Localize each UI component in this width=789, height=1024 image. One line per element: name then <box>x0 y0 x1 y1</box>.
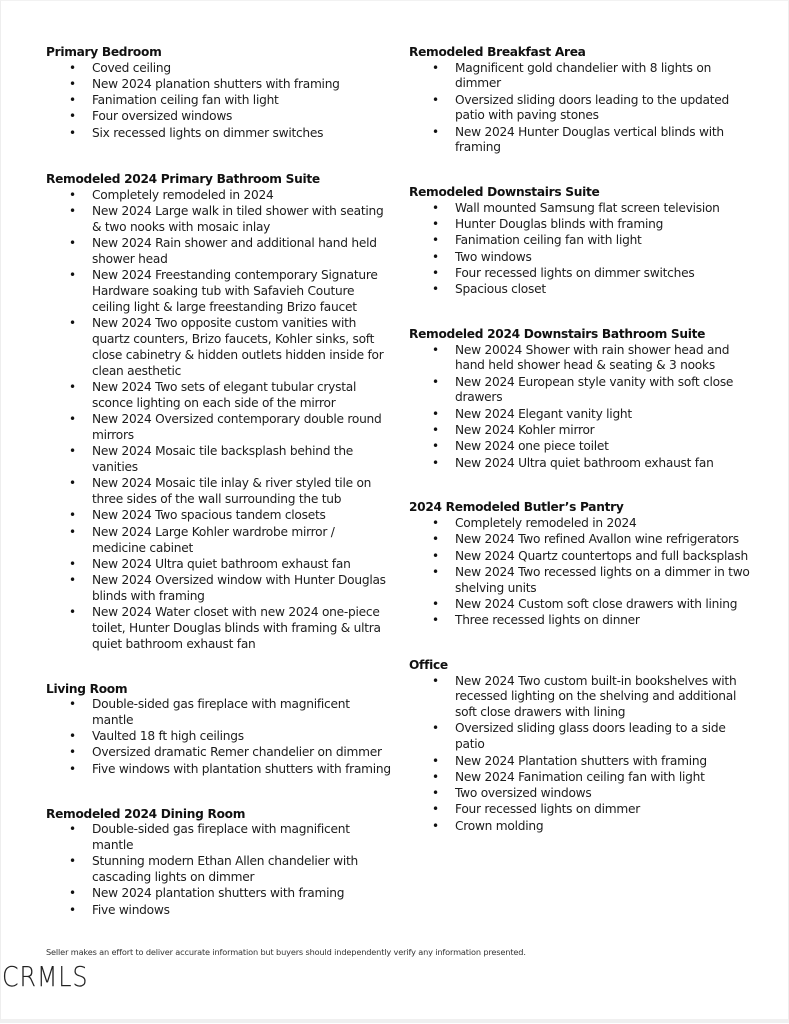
list-item-text: Spacious closet <box>455 282 546 297</box>
list-item-text: New 2024 Two recessed lights on a dimmer in two shelving units <box>455 564 750 595</box>
list-item-text: Four recessed lights on dimmer <box>455 802 641 817</box>
bullet-icon: • <box>69 476 76 491</box>
bullet-icon: • <box>69 187 76 202</box>
list-item-text: New 2024 plantation shutters with framing <box>92 886 345 901</box>
bullet-icon: • <box>432 721 439 736</box>
bullet-icon: • <box>432 374 439 389</box>
list-item-text: New 2024 Freestanding contemporary Signature Hardware soaking tub with Safavieh Couture ceiling light & large freestanding Brizo faucet <box>92 268 378 315</box>
bullet-icon: • <box>69 268 76 283</box>
list-item <box>46 316 391 379</box>
list-item-text: New 2024 Ultra quiet bathroom exhaust fan <box>92 556 351 571</box>
list-item-text: Oversized sliding glass doors leading to a side patio <box>455 721 726 752</box>
bullet-icon: • <box>69 902 76 917</box>
list-item <box>46 412 391 444</box>
list-item-text: New 2024 Two sets of elegant tubular crystal sconce lighting on each side of the mirror <box>92 380 357 410</box>
list-item-text: Fanimation ceiling fan with light <box>455 233 642 248</box>
bullet-icon: • <box>69 76 76 91</box>
list-item-text: New 2024 Custom soft close drawers with lining <box>455 596 738 611</box>
bullet-icon: • <box>432 124 439 139</box>
list-item-text: New 2024 Large Kohler wardrobe mirror / medicine cabinet <box>92 524 335 555</box>
list-item-text: New 2024 Ultra quiet bathroom exhaust fan <box>455 455 714 470</box>
list-item <box>46 557 391 573</box>
bullet-icon: • <box>432 217 439 232</box>
left-column <box>46 44 391 919</box>
list-item-text: Oversized sliding doors leading to the updated patio with paving stones <box>455 92 729 123</box>
bullet-icon: • <box>69 60 76 75</box>
list-item-text: Four recessed lights on dimmer switches <box>455 265 695 280</box>
section-title: Remodeled Breakfast Area <box>409 45 586 59</box>
list-item <box>46 903 391 919</box>
bullet-icon: • <box>69 573 76 588</box>
feature-list <box>46 822 391 918</box>
list-item-text: Two oversized windows <box>455 786 592 801</box>
section-title: Remodeled Downstairs Suite <box>409 185 600 200</box>
list-item-text: Oversized dramatic Remer chandelier on dimmer <box>92 745 382 760</box>
list-item-text: Double-sided gas fireplace with magnificent mantle <box>92 822 350 852</box>
feature-list <box>409 61 754 157</box>
list-item <box>409 770 754 786</box>
bullet-icon: • <box>432 406 439 421</box>
bullet-icon: • <box>432 802 439 817</box>
bullet-icon: • <box>432 342 439 357</box>
bullet-icon: • <box>432 818 439 833</box>
section-title: Office <box>409 658 448 673</box>
list-item <box>46 822 391 854</box>
bullet-icon: • <box>432 439 439 454</box>
list-item <box>46 444 391 476</box>
bullet-icon: • <box>432 249 439 264</box>
bullet-icon: • <box>69 524 76 539</box>
list-item <box>46 126 391 142</box>
list-item <box>409 375 754 407</box>
list-item-text: Five windows with plantation shutters with framing <box>92 761 391 776</box>
list-item-text: Magnificent gold chandelier with 8 lights on dimmer <box>455 60 712 91</box>
bullet-icon: • <box>432 455 439 470</box>
bullet-icon: • <box>432 613 439 628</box>
list-item <box>46 61 391 77</box>
list-item <box>409 565 754 597</box>
list-item <box>46 886 391 902</box>
list-item <box>409 613 754 629</box>
feature-list <box>409 674 754 835</box>
list-item <box>409 282 754 298</box>
section-remodeled-2024-primary-bathroom-suite <box>46 171 391 652</box>
list-item <box>409 407 754 423</box>
section-title: 2024 Remodeled Butler’s Pantry <box>409 500 624 515</box>
list-item-text: New 2024 Elegant vanity light <box>455 406 632 421</box>
bullet-icon: • <box>432 753 439 768</box>
crmls-watermark-logo: CRMLS <box>2 960 89 993</box>
list-item <box>409 423 754 439</box>
feature-list <box>409 343 754 472</box>
list-item <box>409 343 754 375</box>
disclaimer-text: Seller makes an effort to deliver accurate information but buyers should independently verify any information presented. <box>46 947 526 957</box>
list-item <box>409 721 754 753</box>
list-item-text: Fanimation ceiling fan with light <box>92 93 279 108</box>
list-item <box>46 93 391 109</box>
list-item <box>409 549 754 565</box>
list-item <box>409 597 754 613</box>
bullet-icon: • <box>69 508 76 523</box>
bullet-icon: • <box>69 109 76 124</box>
section-remodeled-downstairs-suite <box>409 184 754 298</box>
bullet-icon: • <box>432 548 439 563</box>
list-item-text: Five windows <box>92 902 170 917</box>
list-item <box>46 188 391 204</box>
section-title: Remodeled 2024 Dining Room <box>46 806 246 821</box>
list-item-text: New 2024 Two opposite custom vanities with quartz counters, Brizo faucets, Kohler sinks, soft close cabinetry & hidden outlets hidden inside for clean aesthetic <box>92 316 384 378</box>
list-item <box>409 61 754 93</box>
list-item <box>409 532 754 548</box>
list-item-text: Four oversized windows <box>92 109 233 124</box>
bullet-icon: • <box>69 854 76 869</box>
list-item-text: New 2024 Mosaic tile inlay & river styled tile on three sides of the wall surrounding the tub <box>92 476 372 507</box>
list-item-text: New 2024 one piece toilet <box>455 439 609 454</box>
bullet-icon: • <box>69 93 76 108</box>
section-office <box>409 657 754 834</box>
list-item <box>409 674 754 721</box>
bullet-icon: • <box>69 236 76 251</box>
section-2024-remodeled-butler-s-pantry <box>409 499 754 629</box>
bullet-icon: • <box>69 204 76 219</box>
list-item <box>46 854 391 886</box>
list-item-text: Six recessed lights on dimmer switches <box>92 125 324 140</box>
list-item-text: New 2024 Oversized contemporary double round mirrors <box>92 412 382 442</box>
bullet-icon: • <box>69 412 76 427</box>
list-item <box>46 508 391 524</box>
list-item-text: Completely remodeled in 2024 <box>455 515 637 530</box>
bullet-icon: • <box>432 673 439 688</box>
list-item <box>46 762 391 778</box>
section-remodeled-breakfast-area <box>409 44 754 156</box>
list-item-text: New 2024 Water closet with new 2024 one-piece toilet, Hunter Douglas blinds with framing & ultra quiet bathroom exhaust fan <box>92 605 381 651</box>
list-item-text: New 2024 Fanimation ceiling fan with light <box>455 769 705 784</box>
list-item <box>409 439 754 455</box>
feature-list <box>46 697 391 777</box>
list-item-text: New 2024 Plantation shutters with framing <box>455 753 707 768</box>
list-item-text: New 2024 Two spacious tandem closets <box>92 508 326 523</box>
list-item <box>46 745 391 761</box>
list-item-text: Wall mounted Samsung flat screen television <box>455 200 720 215</box>
list-item-text: Vaulted 18 ft high ceilings <box>92 729 244 744</box>
bullet-icon: • <box>432 769 439 784</box>
bullet-icon: • <box>69 886 76 901</box>
list-item <box>46 380 391 412</box>
list-item-text: New 2024 Quartz countertops and full backsplash <box>455 548 748 563</box>
list-item <box>409 786 754 802</box>
bullet-icon: • <box>69 316 76 331</box>
bullet-icon: • <box>432 233 439 248</box>
list-item <box>409 754 754 770</box>
list-item-text: Double-sided gas fireplace with magnificent mantle <box>92 697 350 727</box>
list-item-text: Coved ceiling <box>92 60 171 75</box>
list-item <box>46 204 391 236</box>
feature-list <box>409 201 754 298</box>
list-item <box>46 77 391 93</box>
section-title: Primary Bedroom <box>46 45 162 59</box>
bullet-icon: • <box>432 786 439 801</box>
list-item <box>46 268 391 315</box>
list-item <box>46 525 391 557</box>
section-remodeled-2024-downstairs-bathroom-suite <box>409 326 754 471</box>
list-item-text: New 2024 planation shutters with framing <box>92 76 340 91</box>
list-item-text: New 2024 Rain shower and additional hand held shower head <box>92 236 377 267</box>
section-title: Remodeled 2024 Primary Bathroom Suite <box>46 172 320 187</box>
bullet-icon: • <box>69 729 76 744</box>
list-item-text: Completely remodeled in 2024 <box>92 187 274 202</box>
list-item-text: Two windows <box>455 249 532 264</box>
bullet-icon: • <box>432 282 439 297</box>
bullet-icon: • <box>432 564 439 579</box>
section-title: Living Room <box>46 681 128 696</box>
bullet-icon: • <box>432 423 439 438</box>
bullet-icon: • <box>69 697 76 712</box>
list-item-text: Stunning modern Ethan Allen chandelier with cascading lights on dimmer <box>92 854 358 884</box>
list-item-text: Three recessed lights on dinner <box>455 613 640 628</box>
list-item <box>46 236 391 268</box>
section-remodeled-2024-dining-room <box>46 806 391 919</box>
list-item <box>409 217 754 233</box>
right-column <box>409 44 754 835</box>
list-item <box>46 573 391 605</box>
list-item-text: Crown molding <box>455 818 544 833</box>
list-item-text: Hunter Douglas blinds with framing <box>455 217 664 232</box>
list-item-text: New 2024 Two custom built-in bookshelves with recessed lighting on the shelving and additional soft close drawers with lining <box>455 673 737 720</box>
bullet-icon: • <box>69 822 76 837</box>
bullet-icon: • <box>432 596 439 611</box>
feature-list <box>409 516 754 629</box>
list-item <box>409 250 754 266</box>
list-item <box>409 233 754 249</box>
section-primary-bedroom <box>46 44 391 141</box>
bullet-icon: • <box>432 532 439 547</box>
bullet-icon: • <box>69 125 76 140</box>
bullet-icon: • <box>432 92 439 107</box>
list-item <box>409 125 754 157</box>
list-item <box>409 819 754 835</box>
bullet-icon: • <box>69 380 76 395</box>
section-title: Remodeled 2024 Downstairs Bathroom Suite <box>409 327 706 342</box>
list-item <box>46 729 391 745</box>
list-item-text: New 2024 Oversized window with Hunter Douglas blinds with framing <box>92 573 386 603</box>
list-item <box>46 697 391 729</box>
feature-list <box>46 61 391 142</box>
bullet-icon: • <box>69 444 76 459</box>
list-item <box>409 802 754 818</box>
list-item-text: New 2024 European style vanity with soft close drawers <box>455 374 734 405</box>
list-item <box>46 605 391 652</box>
feature-list <box>46 188 391 653</box>
list-item-text: New 2024 Hunter Douglas vertical blinds with framing <box>455 124 724 155</box>
bullet-icon: • <box>69 745 76 760</box>
list-item-text: New 2024 Mosaic tile backsplash behind the vanities <box>92 444 354 475</box>
list-item <box>46 109 391 125</box>
bullet-icon: • <box>432 60 439 75</box>
bullet-icon: • <box>432 200 439 215</box>
list-item <box>46 476 391 508</box>
section-living-room <box>46 681 391 778</box>
list-item-text: New 2024 Kohler mirror <box>455 423 595 438</box>
list-item <box>409 516 754 532</box>
bullet-icon: • <box>69 556 76 571</box>
list-item-text: New 2024 Two refined Avallon wine refrigerators <box>455 532 739 547</box>
list-item <box>409 456 754 472</box>
bullet-icon: • <box>69 605 76 620</box>
bullet-icon: • <box>69 761 76 776</box>
list-item-text: New 20024 Shower with rain shower head and hand held shower head & seating & 3 nooks <box>455 342 730 373</box>
list-item <box>409 93 754 125</box>
list-item <box>409 201 754 217</box>
bullet-icon: • <box>432 265 439 280</box>
bullet-icon: • <box>432 515 439 530</box>
list-item <box>409 266 754 282</box>
list-item-text: New 2024 Large walk in tiled shower with seating & two nooks with mosaic inlay <box>92 204 384 235</box>
